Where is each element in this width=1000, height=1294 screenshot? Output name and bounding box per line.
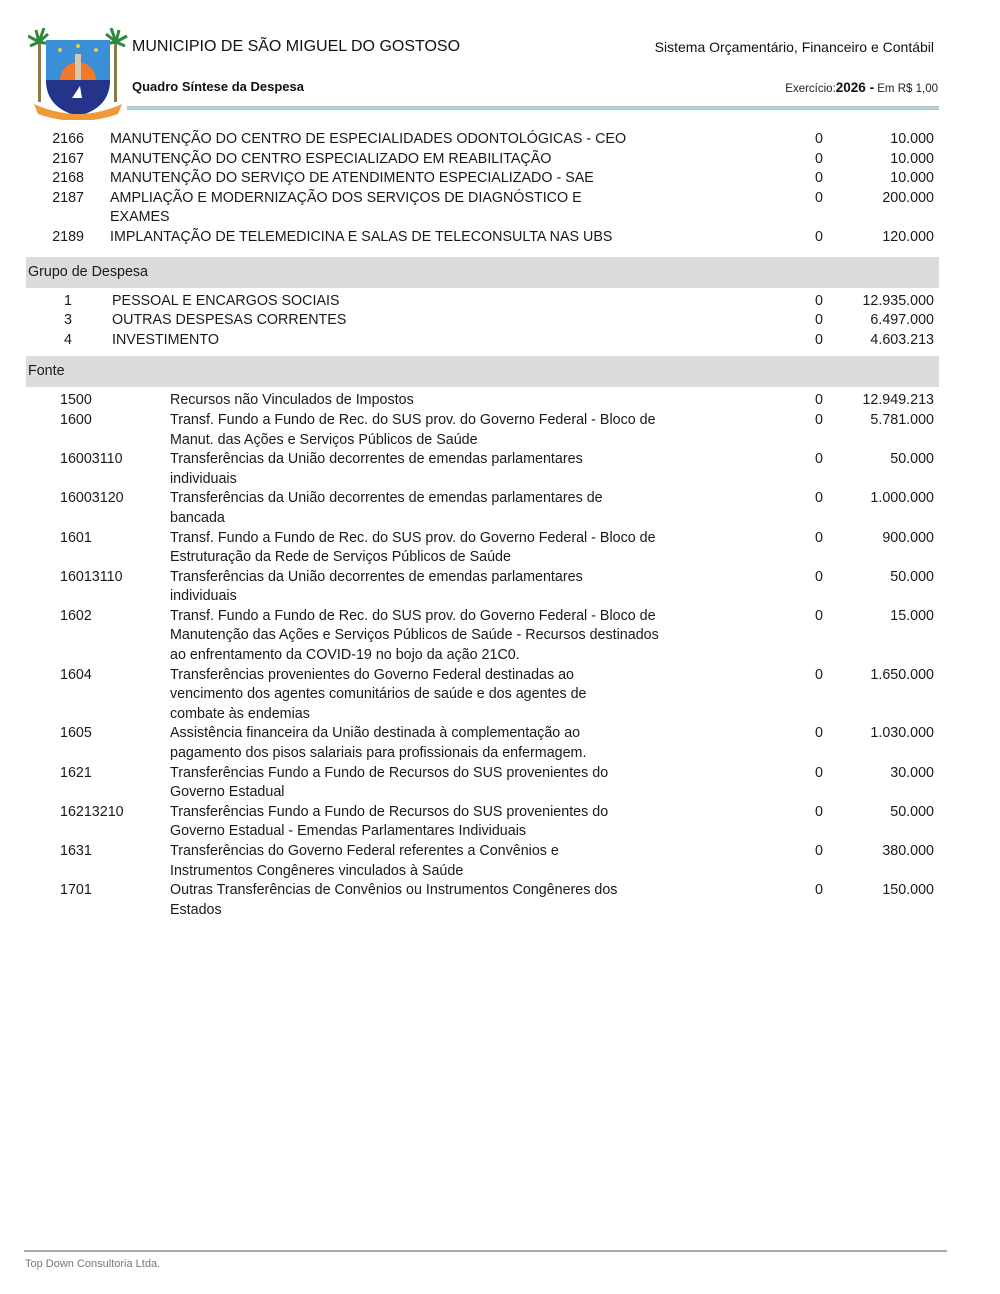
row-code: 3 — [64, 312, 72, 329]
table-row — [26, 529, 939, 568]
row-description: MANUTENÇÃO DO CENTRO DE ESPECIALIDADES ODONTOLÓGICAS - CEO — [110, 131, 627, 147]
row-code: 1701 — [60, 882, 92, 899]
row-amount: 50.000 — [890, 451, 934, 468]
row-code: 1605 — [60, 725, 92, 742]
row-zero-value: 0 — [815, 607, 823, 624]
row-amount: 380.000 — [882, 843, 934, 859]
row-amount: 120.000 — [882, 228, 934, 245]
row-amount: 10.000 — [890, 170, 934, 187]
section-header-grupo: Grupo de Despesa — [26, 257, 939, 288]
row-zero-value: 0 — [815, 764, 823, 781]
row-code: 1500 — [60, 392, 92, 409]
row-amount: 12.949.213 — [862, 392, 934, 409]
table-row — [26, 842, 939, 881]
table-row — [26, 607, 939, 666]
coat-of-arms-icon — [28, 28, 128, 120]
row-zero-value: 0 — [815, 170, 823, 187]
report-title: Quadro Síntese da Despesa — [132, 79, 304, 94]
table-row — [26, 130, 939, 150]
row-description: Assistência financeira da União destinada à complementação ao pagamento dos pisos salariais para profissionais da enfermagem. — [170, 725, 587, 762]
row-code: 4 — [64, 331, 72, 348]
table-row — [26, 881, 939, 920]
section-header-fonte: Fonte — [26, 356, 939, 387]
row-zero-value: 0 — [815, 529, 823, 546]
row-description: OUTRAS DESPESAS CORRENTES — [112, 312, 347, 329]
row-description: Transferências Fundo a Fundo de Recursos do SUS provenientes do Governo Estadual - Emendas Parlamentares Individuais — [170, 803, 609, 840]
row-amount: 50.000 — [890, 568, 934, 585]
row-amount: 6.497.000 — [870, 312, 934, 329]
row-code: 1602 — [60, 607, 92, 624]
row-amount: 30.000 — [890, 764, 934, 781]
row-code: 2187 — [52, 189, 84, 206]
footer-divider — [24, 1250, 947, 1252]
row-zero-value: 0 — [815, 725, 823, 742]
exercise-label: Exercício: — [785, 83, 836, 95]
row-zero-value: 0 — [815, 228, 823, 245]
row-amount: 4.603.213 — [870, 331, 934, 348]
row-description: Transferências da União decorrentes de emendas parlamentares individuais — [170, 568, 583, 605]
table-row — [26, 450, 939, 489]
table-row — [26, 764, 939, 803]
row-description: Recursos não Vinculados de Impostos — [170, 392, 414, 409]
row-code: 2189 — [52, 228, 84, 245]
row-zero-value: 0 — [815, 392, 823, 409]
row-description: MANUTENÇÃO DO CENTRO ESPECIALIZADO EM REABILITAÇÃO — [110, 150, 552, 167]
row-amount: 15.000 — [890, 607, 934, 624]
table-row — [26, 489, 939, 528]
row-zero-value: 0 — [815, 490, 823, 507]
row-code: 2166 — [52, 131, 84, 147]
row-amount: 1.650.000 — [870, 666, 934, 683]
row-code: 2167 — [52, 150, 84, 167]
row-amount: 150.000 — [882, 882, 934, 899]
row-amount: 10.000 — [890, 131, 934, 147]
row-description: Transf. Fundo a Fundo de Rec. do SUS prov. do Governo Federal - Bloco de Manut. das Ações e Serviços Públicos de Saúde — [170, 411, 656, 448]
row-description: MANUTENÇÃO DO SERVIÇO DE ATENDIMENTO ESPECIALIZADO - SAE — [110, 170, 594, 187]
exercise-year: 2026 - — [835, 80, 875, 95]
row-description: Transferências do Governo Federal referentes a Convênios e Instrumentos Congêneres vinculados à Saúde — [170, 843, 559, 879]
row-code: 1 — [64, 292, 72, 309]
table-row — [26, 150, 939, 170]
grupo-list — [26, 292, 939, 351]
row-zero-value: 0 — [815, 803, 823, 820]
municipality-name: MUNICIPIO DE SÃO MIGUEL DO GOSTOSO — [132, 38, 461, 55]
table-row — [26, 666, 939, 725]
row-zero-value: 0 — [815, 568, 823, 585]
row-code: 2168 — [52, 170, 84, 187]
row-zero-value: 0 — [815, 843, 823, 859]
row-amount: 900.000 — [882, 529, 934, 546]
row-amount: 10.000 — [890, 150, 934, 167]
row-amount: 1.000.000 — [870, 490, 934, 507]
row-description: Outras Transferências de Convênios ou Instrumentos Congêneres dos Estados — [170, 882, 618, 918]
table-row — [26, 803, 939, 842]
row-code: 1601 — [60, 529, 92, 546]
row-zero-value: 0 — [815, 331, 823, 348]
row-description: Transferências da União decorrentes de emendas parlamentares individuais — [170, 451, 583, 487]
row-zero-value: 0 — [815, 189, 823, 206]
system-name: Sistema Orçamentário, Financeiro e Contábil — [654, 39, 934, 55]
header-divider — [127, 106, 939, 110]
table-row — [26, 568, 939, 607]
table-row — [26, 189, 939, 228]
row-amount: 50.000 — [890, 803, 934, 820]
report-header — [0, 0, 1000, 125]
report-body — [26, 130, 939, 920]
row-description: INVESTIMENTO — [112, 331, 219, 348]
table-row — [26, 724, 939, 763]
row-code: 1604 — [60, 666, 92, 683]
row-zero-value: 0 — [815, 451, 823, 468]
row-code: 16003110 — [60, 451, 123, 468]
row-description: PESSOAL E ENCARGOS SOCIAIS — [112, 292, 340, 309]
row-code: 1631 — [60, 843, 92, 859]
row-description: Transferências Fundo a Fundo de Recursos do SUS provenientes do Governo Estadual — [170, 764, 609, 801]
row-amount: 200.000 — [882, 189, 934, 206]
row-amount: 5.781.000 — [870, 411, 934, 428]
row-description: AMPLIAÇÃO E MODERNIZAÇÃO DOS SERVIÇOS DE DIAGNÓSTICO E EXAMES — [110, 189, 582, 226]
fonte-list — [26, 391, 939, 920]
row-description: Transferências da União decorrentes de emendas parlamentares de bancada — [170, 490, 603, 526]
row-description: Transferências provenientes do Governo Federal destinadas ao vencimento dos agentes comunitários de saúde e dos agentes de combate às endemias — [170, 666, 587, 722]
row-zero-value: 0 — [815, 312, 823, 329]
row-code: 16003120 — [60, 490, 124, 507]
table-row — [26, 391, 939, 411]
row-zero-value: 0 — [815, 131, 823, 147]
row-code: 1621 — [60, 764, 92, 781]
table-row — [26, 228, 939, 248]
row-amount: 12.935.000 — [862, 292, 934, 309]
table-row — [26, 292, 939, 312]
row-code: 16213210 — [60, 803, 124, 820]
table-row — [26, 411, 939, 450]
row-description: Transf. Fundo a Fundo de Rec. do SUS prov. do Governo Federal - Bloco de Manutenção das Ações e Serviços Públicos de Saúde - Recursos destinados ao enfrentamento da COVID-19 no bojo da ação 21C0. — [170, 607, 659, 664]
row-code: 16013110 — [60, 568, 123, 585]
table-row — [26, 311, 939, 331]
row-zero-value: 0 — [815, 411, 823, 428]
row-code: 1600 — [60, 411, 92, 428]
row-zero-value: 0 — [815, 150, 823, 167]
row-zero-value: 0 — [815, 292, 823, 309]
row-zero-value: 0 — [815, 666, 823, 683]
table-row — [26, 169, 939, 189]
acoes-list — [26, 130, 939, 248]
row-zero-value: 0 — [815, 882, 823, 899]
row-description: Transf. Fundo a Fundo de Rec. do SUS prov. do Governo Federal - Bloco de Estruturação da Rede de Serviços Públicos de Saúde — [170, 529, 656, 566]
exercise-info — [785, 80, 938, 95]
row-amount: 1.030.000 — [870, 725, 934, 742]
currency-note: Em R$ 1,00 — [877, 83, 938, 95]
row-description: IMPLANTAÇÃO DE TELEMEDICINA E SALAS DE TELECONSULTA NAS UBS — [110, 228, 613, 245]
footer-company: Top Down Consultoria Ltda. — [25, 1258, 161, 1270]
table-row — [26, 331, 939, 351]
